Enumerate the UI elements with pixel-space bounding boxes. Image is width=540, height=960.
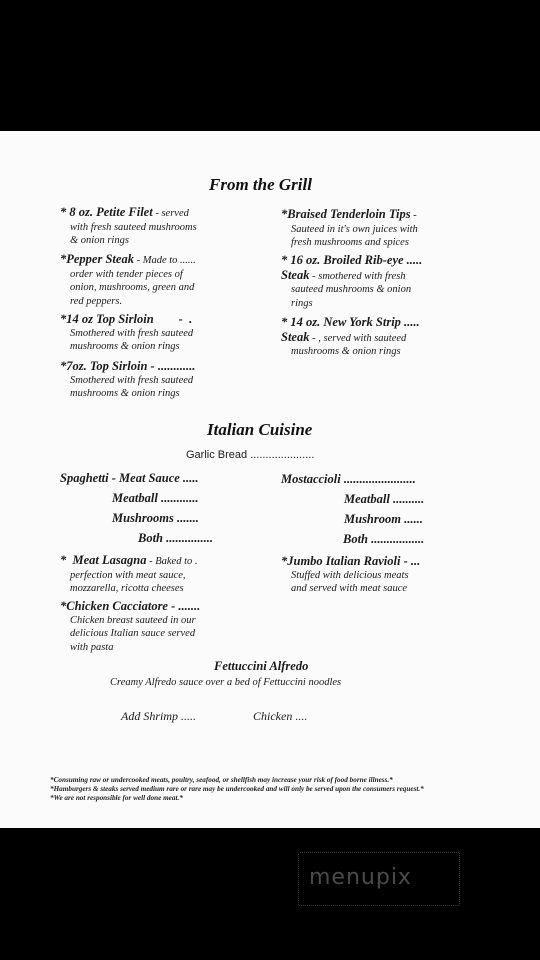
item-desc: perfection with meat sauce, [70,569,186,581]
menu-item-garlic-bread: Garlic Bread ..................... [186,449,315,461]
item-name: Steak [281,267,310,282]
menu-item-ny-strip [281,316,420,359]
item-name: *14 oz Top Sirloin - . [60,312,193,326]
menu-item-7oz-top-sirloin [60,360,195,401]
menu-item-meat-lasagna [60,553,198,596]
menu-item-mostaccioli-both: Both ................. [343,532,425,546]
item-desc: - , served with sauteed [309,332,407,344]
menu-item-14oz-top-sirloin [60,313,193,354]
watermark-text: menupix [309,865,412,890]
menu-item-mostaccioli-mushroom: Mushroom ...... [344,512,423,526]
item-desc: mushrooms & onion rings [70,388,180,399]
menu-item-ribeye [281,254,422,310]
menu-item-braised-tenderloin [281,207,418,250]
item-desc: Sauteed in it's own juices with [291,223,418,235]
menu-item-mostaccioli: Mostaccioli ....................... [281,472,416,486]
item-desc: - served [152,208,189,219]
item-desc: sauteed mushrooms & onion [291,284,412,295]
menu-item-petite-filet [60,205,197,248]
item-desc: mushrooms & onion rings [291,346,401,357]
item-name: * Meat Lasagna [60,553,147,567]
item-desc: mushrooms & onion rings [70,341,180,352]
item-desc: onion, mushrooms, green and [70,282,195,293]
fettuccini-desc: Creamy Alfredo sauce over a bed of Fettuccini noodles [110,677,342,688]
item-name: * 14 oz. New York Strip ..... [281,315,420,329]
item-desc: order with tender pieces of [70,268,183,280]
item-desc: Stuffed with delicious meats [291,569,409,581]
menu-item-spaghetti-meatball: Meatball ............ [112,491,199,505]
add-chicken-option: Chicken .... [253,709,308,723]
item-desc: - Baked to . [146,556,198,567]
item-name: *Pepper Steak [60,252,134,266]
menu-item-spaghetti-both: Both ............... [138,531,214,545]
add-shrimp-option: Add Shrimp ..... [121,709,196,723]
item-desc: Smothered with fresh sauteed [70,327,194,339]
disclaimer-raw-food: *Consuming raw or undercooked meats, poultry, seafood, or shellfish may increase your risk of food borne illness.* [50,776,393,784]
menu-item-spaghetti-mushrooms: Mushrooms ....... [112,511,199,525]
item-desc: with fresh sauteed mushrooms [70,221,197,233]
menu-item-mostaccioli-meatball: Meatball .......... [344,492,425,506]
item-desc: and served with meat sauce [291,583,408,594]
item-desc: & onion rings [70,235,129,246]
item-desc: with pasta [70,641,114,653]
item-name: *Chicken Cacciatore - ....... [60,599,201,613]
disclaimer-medium-rare: *Hamburgers & steaks served medium rare or rare may be undercooked and will only be served upon the consumers request.* [50,785,424,793]
menu-item-fettuccini-alfredo: Fettuccini Alfredo [214,659,309,673]
menu-item-jumbo-ravioli [281,555,420,596]
item-desc: - smothered with fresh [309,270,406,282]
item-desc: - Made to ...... [133,255,196,266]
item-name: *Braised Tenderloin Tips [281,207,411,221]
item-desc: mozzarella, ricotta cheeses [70,583,184,594]
item-desc: - [410,210,417,221]
item-name: * 8 oz. Petite Filet [60,205,153,219]
item-desc: delicious Italian sauce served [70,628,196,639]
disclaimer-well-done: *We are not responsible for well done meat.* [50,794,183,802]
italian-section-title: Italian Cuisine [207,420,313,439]
item-desc: fresh mushrooms and spices [291,237,409,248]
item-name: Steak [281,329,310,344]
menu-item-pepper-steak [60,252,196,308]
grill-section-title: From the Grill [209,175,312,194]
item-desc: Smothered with fresh sauteed [70,374,194,386]
item-desc: rings [291,297,313,309]
item-name: * 16 oz. Broiled Rib-eye ..... [281,253,423,267]
item-name: *7oz. Top Sirloin - ............ [60,359,196,373]
menu-item-spaghetti: Spaghetti - Meat Sauce ..... [60,471,199,485]
menupix-watermark [298,852,460,906]
menu-item-chicken-cacciatore [60,600,200,654]
item-desc: Chicken breast sauteed in our [70,614,196,626]
item-name: *Jumbo Italian Ravioli - ... [281,554,421,568]
item-desc: red peppers. [70,295,123,307]
